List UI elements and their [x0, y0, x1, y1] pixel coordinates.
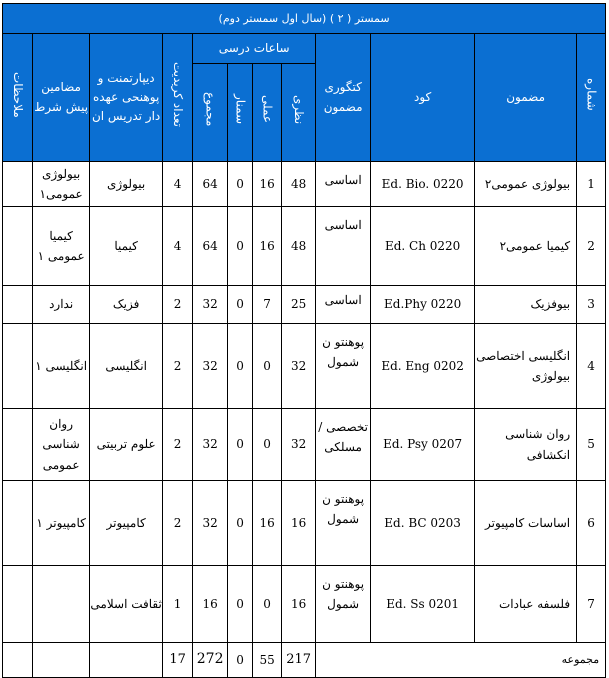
row-subject: اساسات کامپیوتر — [475, 481, 577, 566]
table-row — [3, 566, 606, 643]
curriculum-table — [2, 3, 606, 678]
row-prereq: کامپیوتر ۱ — [33, 481, 90, 566]
row-category: پوهنتو ن شمول — [316, 481, 371, 566]
totals-theory: 217 — [282, 643, 316, 678]
header-department: دیپارتمنت و پوهنحی عهده دار تدریس ان — [90, 34, 163, 162]
table-row — [3, 162, 606, 207]
row-code: Ed. Psy 0207 — [371, 409, 475, 481]
totals-prereq — [33, 643, 90, 678]
row-credits: 1 — [163, 566, 193, 643]
table-row — [3, 409, 606, 481]
row-total: 16 — [193, 566, 228, 643]
row-prereq: کیمیا عمومی ۱ — [33, 207, 90, 286]
row-notes — [3, 207, 33, 286]
header-practical: عملی — [253, 64, 282, 162]
row-no: 1 — [577, 162, 606, 207]
row-category: پوهنتو ن شمول — [316, 324, 371, 409]
totals-credits: 17 — [163, 643, 193, 678]
row-subject: انگلیسی اختصاصی بیولوژی — [475, 324, 577, 409]
header-notes: ملاحظات — [3, 34, 33, 162]
row-department: بیولوژی — [90, 162, 163, 207]
row-practical: 7 — [253, 286, 282, 324]
totals-practical: 55 — [253, 643, 282, 678]
row-notes — [3, 409, 33, 481]
row-theory: 48 — [282, 162, 316, 207]
header-no: شماره — [577, 34, 606, 162]
header-credits: تعداد کریدیت — [163, 34, 193, 162]
row-credits: 2 — [163, 286, 193, 324]
totals-label: مجموعه — [316, 643, 606, 678]
row-subject: بیولوژی عمومی۲ — [475, 162, 577, 207]
row-no: 7 — [577, 566, 606, 643]
row-theory: 25 — [282, 286, 316, 324]
row-category: اساسی — [316, 162, 371, 207]
header-code: کود — [371, 34, 475, 162]
row-notes — [3, 481, 33, 566]
totals-row — [3, 643, 606, 678]
totals-notes — [3, 643, 33, 678]
row-prereq: روان شناسی عمومی — [33, 409, 90, 481]
row-category: اساسی — [316, 207, 371, 286]
totals-department — [90, 643, 163, 678]
row-prereq: انگلیسی ۱ — [33, 324, 90, 409]
header-subject: مضمون — [475, 34, 577, 162]
row-notes — [3, 566, 33, 643]
totals-seminar: 0 — [228, 643, 253, 678]
row-notes — [3, 162, 33, 207]
row-no: 3 — [577, 286, 606, 324]
header-total: مجموع — [193, 64, 228, 162]
header-hours-group: ساعات درسی — [193, 34, 316, 64]
table-row — [3, 481, 606, 566]
row-practical: 0 — [253, 324, 282, 409]
row-theory: 16 — [282, 566, 316, 643]
row-seminar: 0 — [228, 324, 253, 409]
row-seminar: 0 — [228, 207, 253, 286]
row-total: 64 — [193, 207, 228, 286]
row-code: Ed. Ch 0220 — [371, 207, 475, 286]
row-theory: 32 — [282, 324, 316, 409]
row-department: علوم تربیتی — [90, 409, 163, 481]
row-credits: 2 — [163, 481, 193, 566]
table-title: سمستر ( ۲ ) (سال اول سمستر دوم) — [3, 4, 606, 34]
row-notes — [3, 324, 33, 409]
row-credits: 4 — [163, 207, 193, 286]
row-category: پوهنتو ن شمول — [316, 566, 371, 643]
row-no: 2 — [577, 207, 606, 286]
row-subject: فلسفه عبادات — [475, 566, 577, 643]
row-theory: 32 — [282, 409, 316, 481]
row-credits: 4 — [163, 162, 193, 207]
header-theory: نظری — [282, 64, 316, 162]
row-seminar: 0 — [228, 566, 253, 643]
row-practical: 16 — [253, 481, 282, 566]
row-practical: 16 — [253, 207, 282, 286]
row-notes — [3, 286, 33, 324]
table-row — [3, 286, 606, 324]
totals-total: 272 — [193, 643, 228, 678]
table-row — [3, 207, 606, 286]
table-row — [3, 324, 606, 409]
row-credits: 2 — [163, 409, 193, 481]
row-no: 6 — [577, 481, 606, 566]
header-category: کتگوری مضمون — [316, 34, 371, 162]
header-prereq: مضامین پیش شرط — [33, 34, 90, 162]
row-practical: 0 — [253, 566, 282, 643]
row-subject: کیمیا عمومی۲ — [475, 207, 577, 286]
row-code: Ed. Ss 0201 — [371, 566, 475, 643]
row-code: Ed. Bio. 0220 — [371, 162, 475, 207]
row-category: اساسی — [316, 286, 371, 324]
row-subject: روان شناسی انکشافی — [475, 409, 577, 481]
row-seminar: 0 — [228, 409, 253, 481]
row-seminar: 0 — [228, 286, 253, 324]
row-total: 32 — [193, 324, 228, 409]
row-practical: 16 — [253, 162, 282, 207]
row-code: Ed.Phy 0220 — [371, 286, 475, 324]
row-total: 32 — [193, 409, 228, 481]
row-no: 5 — [577, 409, 606, 481]
row-department: ثقافت اسلامی — [90, 566, 163, 643]
row-department: فزیک — [90, 286, 163, 324]
curriculum-table-wrapper — [2, 3, 605, 678]
row-prereq: بیولوژی عمومی۱ — [33, 162, 90, 207]
row-prereq: ندارد — [33, 286, 90, 324]
row-department: کامپیوتر — [90, 481, 163, 566]
row-no: 4 — [577, 324, 606, 409]
row-department: انگلیسی — [90, 324, 163, 409]
row-total: 32 — [193, 286, 228, 324]
row-prereq — [33, 566, 90, 643]
row-theory: 48 — [282, 207, 316, 286]
row-total: 64 — [193, 162, 228, 207]
row-credits: 2 — [163, 324, 193, 409]
header-seminar: سمنار — [228, 64, 253, 162]
row-code: Ed. Eng 0202 — [371, 324, 475, 409]
row-category: تخصصی / مسلکی — [316, 409, 371, 481]
row-practical: 0 — [253, 409, 282, 481]
row-code: Ed. BC 0203 — [371, 481, 475, 566]
row-seminar: 0 — [228, 162, 253, 207]
row-department: کیمیا — [90, 207, 163, 286]
row-subject: بیوفزیک — [475, 286, 577, 324]
row-total: 32 — [193, 481, 228, 566]
row-theory: 16 — [282, 481, 316, 566]
row-seminar: 0 — [228, 481, 253, 566]
